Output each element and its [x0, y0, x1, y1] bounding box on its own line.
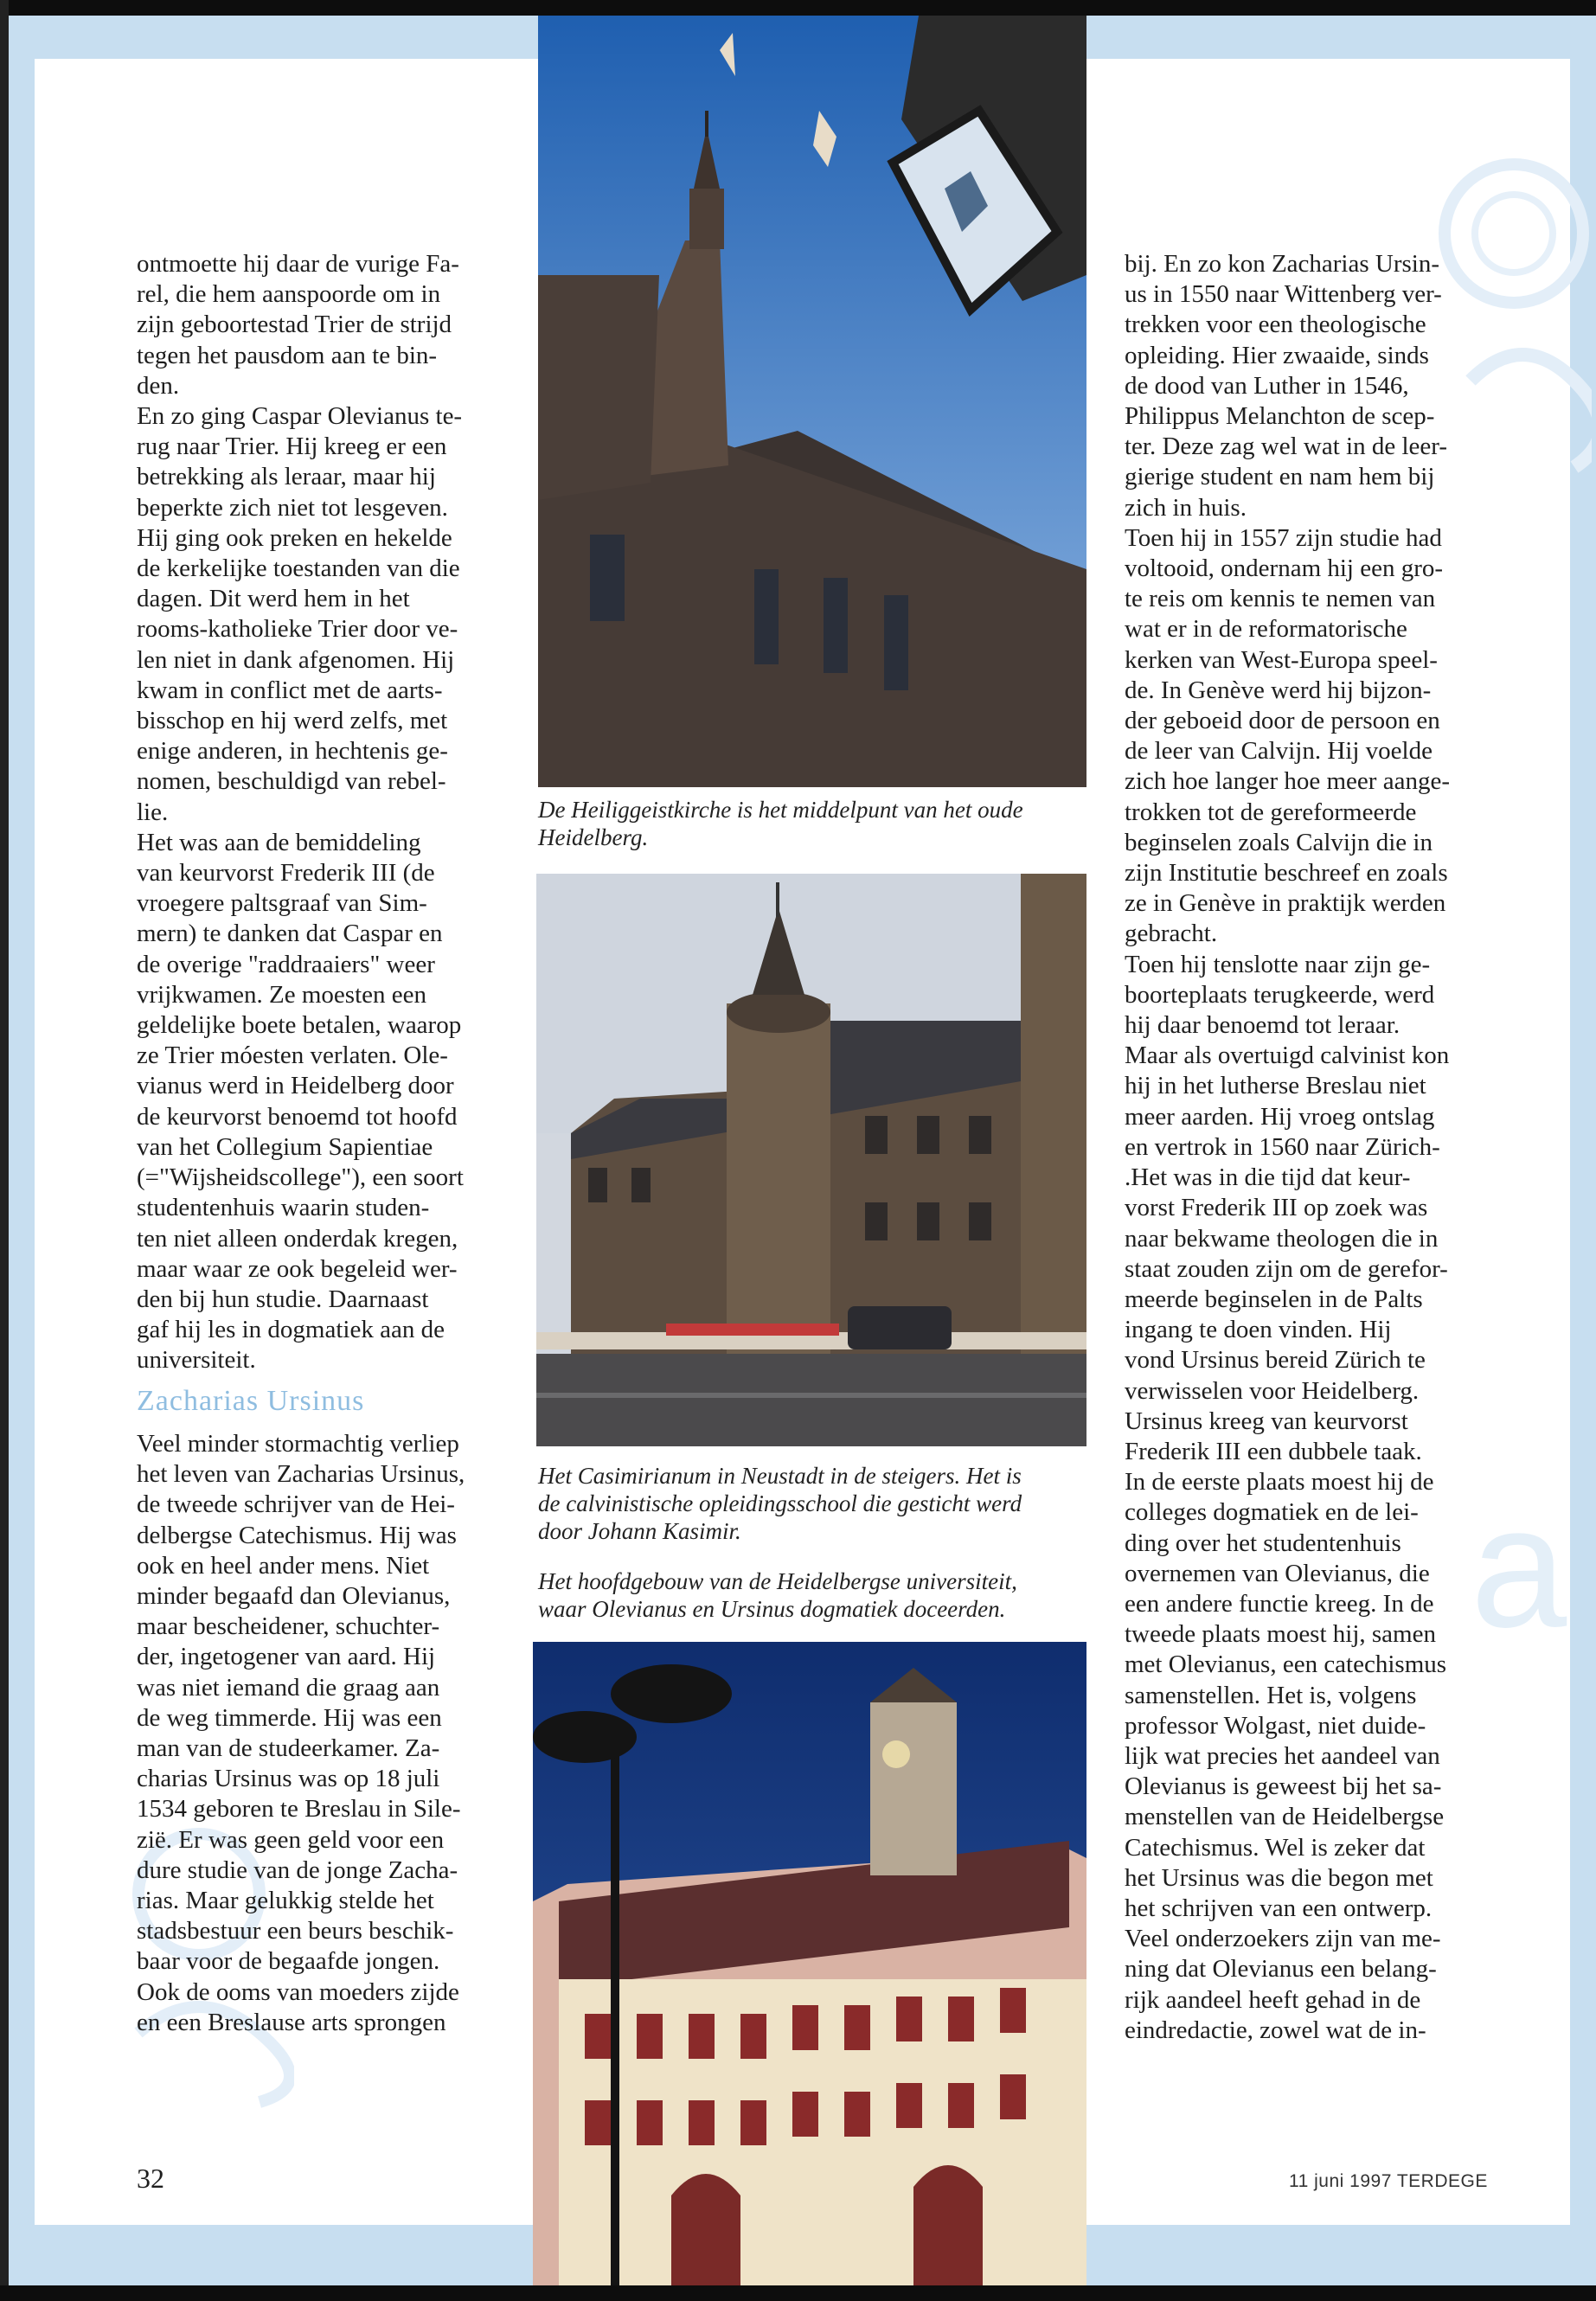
page-frame-left: [0, 0, 9, 2301]
page-frame-top: [0, 0, 1596, 16]
page-number: 32: [137, 2163, 164, 2194]
article-right-column: bij. En zo kon Zacharias Ursin- us in 1550 naar Wittenberg ver- trekken voor een theologische opleiding. Hier zwaaide, sinds de dood van Luther in 1546, Philippus Melanchton de scep- ter. Deze zag wel wat in de leer- gierige student en nam hem bij zich in huis. Toen hij in 1557 zijn studie had voltooid, ondernam hij een gro- te reis om kennis te nemen van wat er in de reformatorische kerken van West-Europa speel- de. In Genève werd hij bijzon- der geboeid door de persoon en de leer van Calvijn. Hij voelde zich hoe langer hoe meer aange- trokken tot de gereformeerde beginselen zoals Calvijn die in zijn Institutie beschreef en zoals ze in Genève in praktijk werden gebracht. Toen hij tenslotte naar zijn ge- boorteplaats terugkeerde, werd hij daar benoemd tot leraar. Maar als overtuigd calvinist kon hij in het lutherse Breslau niet meer aarden. Hij vroeg ontslag en vertrok in 1560 naar Zürich- .Het was in die tijd dat keur- vorst Frederik III op zoek was naar bekwame theologen die in staat zouden zijn om de gerefor- meerde beginselen in de Palts ingang te doen vinden. Hij vond Ursinus bereid Zürich te verwisselen voor Heidelberg. Ursinus kreeg van keurvorst Frederik III een dubbele taak. In de eerste plaats moest hij de colleges dogmatiek en de lei- ding over het studentenhuis overnemen van Olevianus, die een andere functie kreeg. In de tweede plaats moest hij, samen met Olevianus, een catechismus samenstellen. Het is, volgens professor Wolgast, niet duide- lijk wat precies het aandeel van Olevianus is geweest bij het sa- menstellen van de Heidelbergse Catechismus. Wel is zeker dat het Ursinus was die begon met het schrijven van een ontwerp. Veel onderzoekers zijn van me- ning dat Olevianus een belang- rijk aandeel heeft gehad in de eindredactie, zowel wat de in-: [1125, 250, 1450, 2044]
photo-heiliggeistkirche: [538, 16, 1086, 787]
page-frame-bottom: [0, 2285, 1596, 2301]
article-left-column-continued: Veel minder stormachtig verliep het leven van Zacharias Ursinus, de tweede schrijver van de Hei- delbergse Catechismus. Hij was ook en heel ander mens. Niet minder begaafd dan Olevianus, maar bescheidener, schuchter- der, ingetogener van aard. Hij was niet iemand die graag aan de weg timmerde. Hij was een man van de studeerkamer. Za- charias Ursinus was op 18 juli 1534 geboren te Breslau in Sile- zië. Er was geen geld voor een dure studie van de jonge Zacha- rias. Maar gelukkig stelde het stadsbestuur een beurs beschik- baar voor de begaafde jongen. Ook de ooms van moeders zijde en een Breslause arts sprongen: [137, 1430, 465, 2036]
article-left-column: ontmoette hij daar de vurige Fa- rel, die hem aanspoorde om in zijn geboortestad Trier de strijd tegen het pausdom aan te bin- den. En zo ging Caspar Olevianus te- rug naar Trier. Hij kreeg er een betrekking als leraar, maar hij beperkte zich niet tot lesgeven. Hij ging ook preken en hekelde de kerkelijke toestanden van die dagen. Dit werd hem in het rooms-katholieke Trier door ve- len niet in dank afgenomen. Hij kwam in conflict met de aarts- bisschop en hij werd zelfs, met enige anderen, in hechtenis ge- nomen, beschuldigd van rebel- lie. Het was aan de bemiddeling van keurvorst Frederik III (de vroegere paltsgraaf van Sim- mern) te danken dat Caspar en de overige "raddraaiers" weer vrijkwamen. Ze moesten een geldelijke boete betalen, waarop ze Trier móesten verlaten. Ole- vianus werd in Heidelberg door de keurvorst benoemd tot hoofd van het Collegium Sapientiae (="Wijsheidscollege"), een soort studentenhuis waarin studen- ten niet alleen onderdak kregen, maar waar ze ook begeleid wer- den bij hun studie. Daarnaast gaf hij les in dogmatiek aan de universiteit.: [137, 250, 464, 1375]
photo-casimirianum: [536, 874, 1086, 1446]
svg-text:a: a: [1471, 1488, 1567, 1661]
issue-date-footer: 11 juni 1997 TERDEGE: [1289, 2171, 1488, 2191]
caption-heiliggeistkirche: De Heiliggeistkirche is het middelpunt van het oude Heidelberg.: [538, 797, 1023, 850]
decorative-band-left: [9, 16, 35, 2282]
section-heading: Zacharias Ursinus: [137, 1385, 365, 1417]
caption-universiteit: Het hoofdgebouw van de Heidelbergse universiteit, waar Olevianus en Ursinus dogmatiek doceerden.: [538, 1568, 1017, 1622]
caption-casimirianum: Het Casimirianum in Neustadt in de steigers. Het is de calvinistische opleidingsschool die gesticht werd door Johann Kasimir.: [538, 1463, 1022, 1544]
photo-universiteit: [533, 1642, 1086, 2285]
decorative-band-right: [1570, 16, 1596, 2282]
